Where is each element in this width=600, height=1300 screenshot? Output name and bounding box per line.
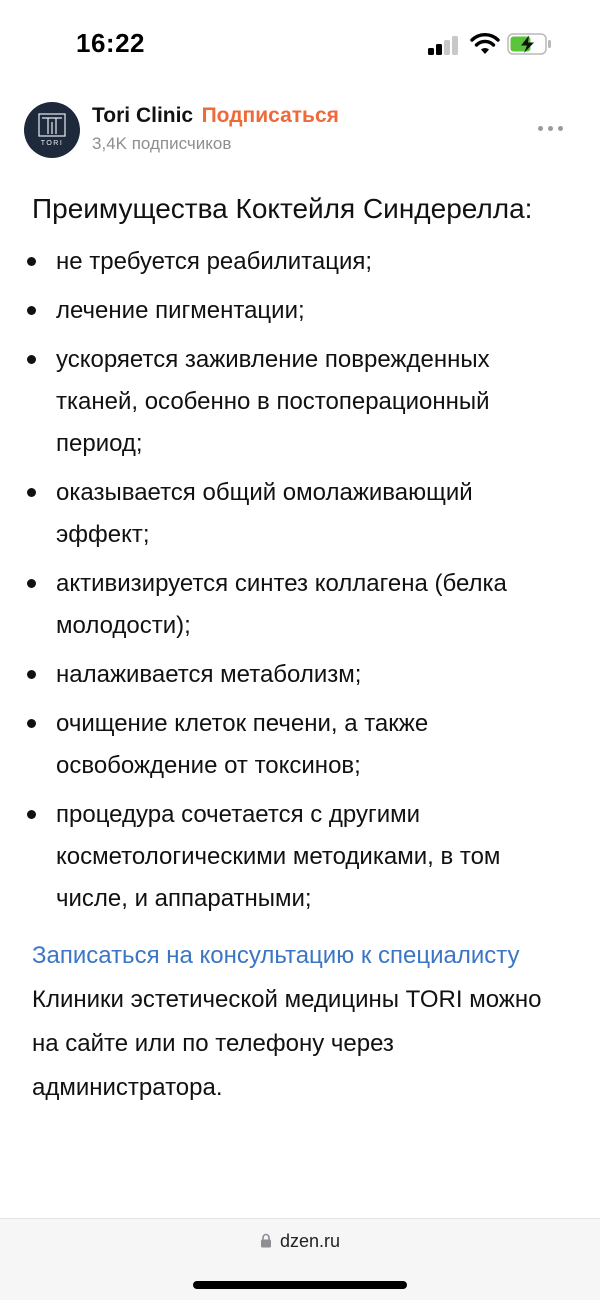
list-item: [0, 703, 600, 787]
list-item-text: оказывается общий омолаживающий эффект;: [56, 479, 473, 548]
bullet-icon: [27, 488, 36, 497]
status-time: 16:22: [76, 28, 145, 58]
cta-text: Клиники эстетической медицины TORI можно на сайте или по телефону через администратора.: [32, 986, 542, 1101]
list-item: [0, 794, 600, 920]
channel-header: [0, 100, 600, 164]
list-item: [0, 472, 600, 556]
status-bar: [0, 0, 600, 90]
list-item-text: очищение клеток печени, а также освобождение от токсинов;: [56, 710, 429, 779]
home-indicator[interactable]: [193, 1281, 407, 1289]
list-item: [0, 339, 600, 465]
bullet-icon: [27, 355, 36, 364]
browser-address-bar[interactable]: [0, 1218, 600, 1300]
avatar-logo-text: TORI: [40, 140, 64, 147]
battery-charging-icon: [507, 33, 553, 55]
list-item-text: не требуется реабилитация;: [56, 248, 373, 275]
article-heading: Преимущества Коктейля Синдерелла:: [32, 193, 533, 224]
wifi-icon: [470, 32, 500, 56]
list-item: [0, 241, 600, 283]
signal-icon: [428, 35, 462, 55]
list-item-text: налаживается метаболизм;: [56, 661, 362, 688]
more-options-icon[interactable]: [538, 126, 564, 134]
bullet-icon: [27, 810, 36, 819]
list-item-text: лечение пигментации;: [56, 297, 305, 324]
cta-paragraph: [32, 934, 572, 1110]
channel-avatar[interactable]: [24, 102, 80, 158]
url-text: dzen.ru: [279, 1231, 341, 1251]
article-body: [0, 190, 600, 1110]
bullet-icon: [27, 670, 36, 679]
bullet-icon: [27, 719, 36, 728]
list-item-text: активизируется синтез коллагена (белка молодости);: [56, 570, 507, 639]
list-item-text: ускоряется заживление поврежденных тканей, особенно в постоперационный период;: [56, 346, 490, 457]
bullet-icon: [27, 579, 36, 588]
subscriber-count: 3,4K подписчиков: [92, 134, 232, 153]
benefits-list: [0, 241, 600, 920]
list-item: [0, 654, 600, 696]
channel-name[interactable]: Tori Clinic: [92, 104, 194, 127]
consultation-link[interactable]: Записаться на консультацию к специалисту: [32, 942, 520, 969]
bullet-icon: [27, 306, 36, 315]
lock-icon: [260, 1233, 272, 1248]
list-item-text: процедура сочетается с другими косметологическими методиками, в том числе, и аппаратными;: [56, 801, 501, 912]
channel-title-row: [92, 104, 339, 128]
address-row[interactable]: [0, 1231, 600, 1252]
list-item: [0, 563, 600, 647]
bullet-icon: [27, 257, 36, 266]
subscribe-button[interactable]: Подписаться: [201, 104, 339, 127]
tori-logo-icon: [24, 102, 80, 158]
list-item: [0, 290, 600, 332]
